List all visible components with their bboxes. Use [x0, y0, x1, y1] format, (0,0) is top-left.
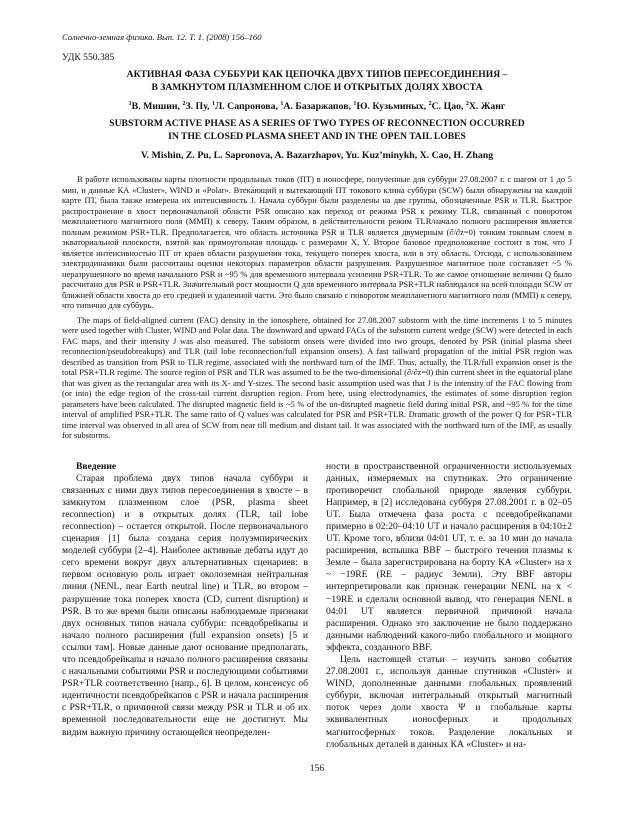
title-line: SUBSTORM ACTIVE PHASE AS A SERIES OF TWO TYPES OF RECONNECTION OCCURRED: [109, 118, 525, 129]
title-line: АКТИВНАЯ ФАЗА СУББУРИ КАК ЦЕПОЧКА ДВУХ ТИПОВ ПЕРЕСОЕДИНЕНИЯ –: [126, 69, 508, 80]
authors-russian: [0, 101, 634, 113]
title-line: IN THE CLOSED PLASMA SHEET AND IN THE OPEN TAIL LOBES: [168, 130, 466, 142]
author: $^1$В. Мишин,: [128, 101, 183, 112]
title-line: В ЗАМКНУТОМ ПЛАЗМЕННОМ СЛОЕ И ОТКРЫТЫХ ДОЛЯХ ХВОСТА: [151, 81, 483, 93]
abstract-russian: В работе использованы карты плотности продольных токов (ПТ) в ионосфере, полученные для суббури 27.08.2007 г. с шагом от 1 до 5 мин, и данные КА «Cluster», WIND и «Polar». Втекающий и вытекающий ПТ токового клина суббури (SCW) были обнаружены на каждой карте ПТ, была также измерена их интенсивность J. Начала суббури были разделены на две группы, обозначенные PSR и TLR. Быстрое распространение в хвост первоначальной области PSR описано как переход от режима PSR к режиму TLR, связанный с поворотом межпланетного магнитного поля (ММП) к северу. Таким образом, в действительности режим TLR/начало полного расширения является полным режимом PSR+TLR. Предполагается, что область источника PSR и TLR является двумерным (∂/∂z=0) тонким токовым слоем в экваториальной плоскости, взятой как прямоугольная площадь с размерами X, Y. Второе базовое предположение состоит в том, что J является интенсивностью ПТ от краев области разрушения тока, текущего поперек хвоста, или в эту область. Отсюда, с использованием электродинамики были рассчитаны оценки некоторых параметров области разрушения. Разрушенное магнитное поле составляет ~5 % неразрушенного во время начального PSR и ~95 % для временного интервала усиления PSR+TLR. То же самое отношение величин Q было рассчитано для PSR и PSR+TLR. Значительный рост мощности Q для временного интервала PSR+TLR наблюдался на всей площади SCW от ближней области хвоста до его средней и удаленной части. Это было связано с поворотом межпланетного магнитного поля (ММП) к северу, что типично для суббурь.: [62, 174, 572, 310]
left-column: [62, 461, 308, 751]
page-number: 156: [309, 762, 325, 774]
affiliation-marker: 1: [211, 101, 215, 107]
right-column: [326, 461, 572, 751]
author: $^2$С. Цао,: [428, 101, 466, 112]
affiliation-marker: 1: [128, 101, 132, 107]
udk-code: УДК 550.385: [62, 52, 115, 63]
affiliation-marker: 1: [280, 101, 284, 107]
paragraph: Цель настоящей статьи – изучить заново события 27.08.2001 г., используя данные спутников «Cluster» и WIND, дополненные данными глобальных проявлений суббури, включая интегральный открытый магнитный поток через доли хвоста Ψ и глобальные карты эквивалентных ионосферных и продольных магнитосферных токов. Разделение локальных и глобальных деталей в данных КА «Cluster» и на-: [326, 654, 572, 750]
paragraph: Старая проблема двух типов начала суббури и связанных с ними двух типов пересоединения в хвосте – в замкнутом плазменном слое (PSR, plasma sheet reconnection) и в открытых долях (TLR, tail lobe reconnection) – остается открытой. После первоначального сценария [1] была создана серия полуэмпирических моделей суббури [2–4]. Наиболее активные дебаты идут до сего времени вокруг двух альтернативных сценариев: в первом основную роль играет околоземная нейтральная линия (NENL, near Earth neutral line) и TLR, во втором – разрушение тока поперек хвоста (CD, current disruption) и PSR. В то же время были описаны наблюдаемые признаки двух основных типов начала суббури: псевдобрейкапы и начало полного расширения (full expansion onsets) [5 и ссылки там]. Новые данные дают основание предполагать, что псевдобрейкапы и начало полного расширения связаны с начальными событиями PSR и последующими событиями PSR+TLR соответственно [напр., 6]. В целом, консенсус об идентичности псевдобрейкапов с PSR и начала расширения с PSR+TLR, о причинной связи между PSR и TLR и об их временной последовательности еще не достигнут. Мы видим важную причину остающейся неопределен-: [62, 472, 308, 738]
author: $^2$З. Пу,: [182, 101, 212, 112]
body-columns: [62, 461, 572, 751]
abstract-english: The maps of field-aligned current (FAC) density in the ionosphere, obtained for 27.08.2007 substorm with the time increments 1 to 5 minutes were used together with Cluster, WIND and Polar data. The downward and upward FACs of the substorm current wedge (SCW) were detected in each FAC maps, and their intensity J was also measured. The substorm onsets were divided into two groups, denoted by PSR (initial plasma sheet reconnection/pseudobreakups) and TLR (tail lobe reconnection/full expansion onsets). A fast tailward propagation of the initial PSR region was described as transition from PSR to TLR regime, associated with the northward turn of the IMF. Thus, actually, the TLR/full expansion onset is the total PSR+TLR regime. The source region of PSR and TLR was assumed to be the two-dimensional (∂/∂z=0) thin current sheet in the equatorial plane that was given as the rectangular area with its X- and Y-sizes. The second basic assumption used was that J is the intensity of the FAC flowing from (or into) the edge region of the cross-tail current disruption region. From here, using electrodynamics, the estimates of some disruption region parameters have been calculated. The disrupted magnetic field is ~5 % of the un-disrupted magnetic field during initial PSR, and ~95 % for the time interval of amplified PSR+TLR. The same ratio of Q values was calculated for PSR and PSR+TLR. Dramatic growth of the power Q for PSR+TLR time interval was observed in all area of SCW from near till medium and distant tail. It was associated with the northward turn of the IMF, as usually for substorms.: [62, 314, 572, 440]
affiliation-marker: 2: [465, 101, 469, 107]
author: $^1$Ю. Кузьминых,: [353, 101, 429, 112]
journal-citation: Солнечно-земная физика. Вып. 12. Т. 1. (2008) 156–160: [62, 32, 262, 42]
title-russian: [0, 69, 634, 94]
title-english: [0, 118, 634, 143]
paragraph: ности в пространственной ограниченности используемых данных, измеряемых на спутниках. Это ограничение противоречит глобальной природе явления суббури. Например, в [2] исследована суббуря 27.08.2001 г. в 02–05 UT. Была отмечена фаза роста с псевдобрейкапами примерно в 02:20–04:10 UT и начало расширения в 04:10±2 UT. Кроме того, вблизи 04:01 UT, т. е. за 10 мин до начала расширения, вспышка BBF – быстрого течения плазмы к Земле – была зарегистрирована на борту КА «Cluster» на x ~ −19RE (RE – радиус Земли). Эту BBF авторы интерпретировали как признак генерации NENL на x < −19RE и сделали основной вывод, что генерация NENL в 04:01 UT является первичной причиной начала расширения. Однако это заключение не было поддержано данными наблюдений какого-либо глобального и мощного эффекта, созданного BBF.: [326, 460, 572, 653]
author: $^1$А. Базаржапов,: [280, 101, 354, 112]
affiliation-marker: 2: [182, 101, 186, 107]
authors-english: V. Mishin, Z. Pu, L. Sapronova, A. Bazarzhapov, Yu. Kuz’minykh, X. Cao, H. Zhang: [140, 150, 494, 161]
section-heading: Введение: [76, 460, 117, 472]
affiliation-marker: 2: [428, 101, 432, 107]
affiliation-marker: 1: [353, 101, 357, 107]
author: $^2$Х. Жанг: [465, 101, 506, 112]
author: $^1$Л. Сапронова,: [211, 101, 281, 112]
